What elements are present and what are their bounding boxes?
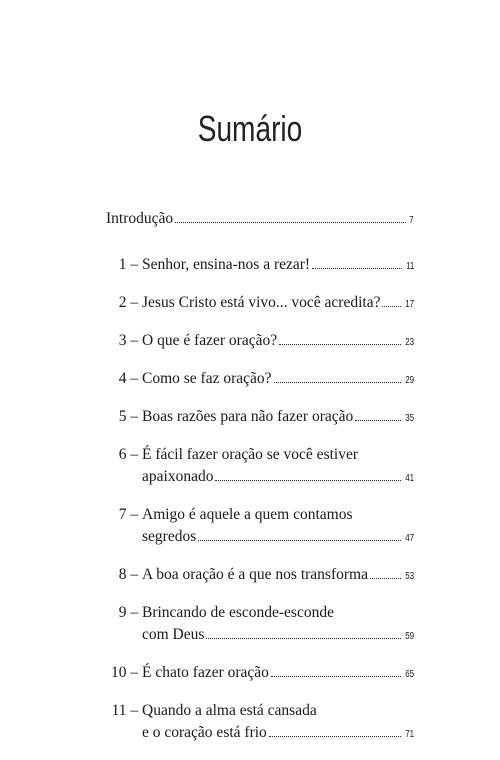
toc-entry-label: Amigo é aquele a quem contamos xyxy=(142,506,353,523)
page-title: Sumário xyxy=(197,108,303,149)
toc-entry-label: Senhor, ensina-nos a rezar! xyxy=(142,256,311,273)
toc-entry-label: Introdução xyxy=(106,210,174,227)
toc-entry-label: O que é fazer oração? xyxy=(142,332,278,349)
dot-leader xyxy=(215,480,400,481)
toc-entry-number: 1 – xyxy=(118,256,142,273)
toc-entry-number: 7 – xyxy=(118,506,142,523)
toc-page-number: 47 xyxy=(405,533,414,544)
toc-entry-number: 11 – xyxy=(111,702,142,719)
dot-leader xyxy=(312,268,402,269)
toc-page-number: 23 xyxy=(405,337,414,348)
toc-entry xyxy=(106,406,414,430)
toc-entry-number: 6 – xyxy=(118,446,142,463)
toc-entry-number: 2 – xyxy=(118,294,142,311)
toc-page-number: 35 xyxy=(405,413,414,424)
dot-leader xyxy=(370,578,401,579)
toc-entry xyxy=(106,254,414,278)
table-of-contents xyxy=(106,210,414,760)
dot-leader xyxy=(198,540,401,541)
toc-page-number: 71 xyxy=(405,729,414,740)
toc-entry-number: 8 – xyxy=(118,566,142,583)
toc-entry-label: Como se faz oração? xyxy=(142,370,272,387)
dot-leader xyxy=(271,676,401,677)
toc-entry-number: 10 – xyxy=(111,664,142,681)
dot-leader xyxy=(274,382,401,383)
toc-entry-label: É chato fazer oração xyxy=(142,664,269,681)
dot-leader xyxy=(355,420,401,421)
toc-entry xyxy=(106,292,414,316)
toc-entry-label: apaixonado xyxy=(142,468,214,485)
toc-entry xyxy=(106,504,414,550)
toc-page-number: 29 xyxy=(405,375,414,386)
dot-leader xyxy=(279,344,401,345)
toc-entry xyxy=(106,564,414,588)
toc-page-number: 41 xyxy=(405,473,414,484)
toc-entry-label: Quando a alma está cansada xyxy=(142,702,317,719)
toc-entry-label: Boas razões para não fazer oração xyxy=(142,408,354,425)
toc-entry xyxy=(106,602,414,648)
toc-entry xyxy=(106,444,414,490)
toc-entry xyxy=(106,662,414,686)
toc-entry-number: 4 – xyxy=(118,370,142,387)
toc-entry-label: É fácil fazer oração se você estiver xyxy=(142,446,359,463)
dot-leader xyxy=(206,638,400,639)
toc-entry xyxy=(106,330,414,354)
toc-entry-label: com Deus xyxy=(142,626,205,643)
toc-entry-label: A boa oração é a que nos transforma xyxy=(142,566,368,583)
toc-entry xyxy=(106,368,414,392)
dot-leader xyxy=(382,306,400,307)
toc-page-number: 7 xyxy=(409,215,414,226)
toc-entry-label: segredos xyxy=(142,528,197,545)
toc-entries xyxy=(106,254,414,746)
toc-entry-number: 9 – xyxy=(118,604,142,621)
toc-page-number: 65 xyxy=(405,669,414,680)
toc-page-number: 53 xyxy=(405,571,414,582)
toc-page-number: 17 xyxy=(405,299,414,310)
dot-leader xyxy=(175,222,406,223)
toc-entry-number: 5 – xyxy=(118,408,142,425)
toc-entry-number: 3 – xyxy=(118,332,142,349)
toc-entry-label: Brincando de esconde-esconde xyxy=(142,604,334,621)
toc-entry-intro xyxy=(106,210,414,254)
toc-entry-label: e o coração está frio xyxy=(142,724,267,741)
toc-entry xyxy=(106,700,414,746)
dot-leader xyxy=(269,736,401,737)
toc-entry-label: Jesus Cristo está vivo... você acredita? xyxy=(142,294,381,311)
toc-page-number: 11 xyxy=(405,261,414,272)
toc-page-number: 59 xyxy=(405,631,414,642)
